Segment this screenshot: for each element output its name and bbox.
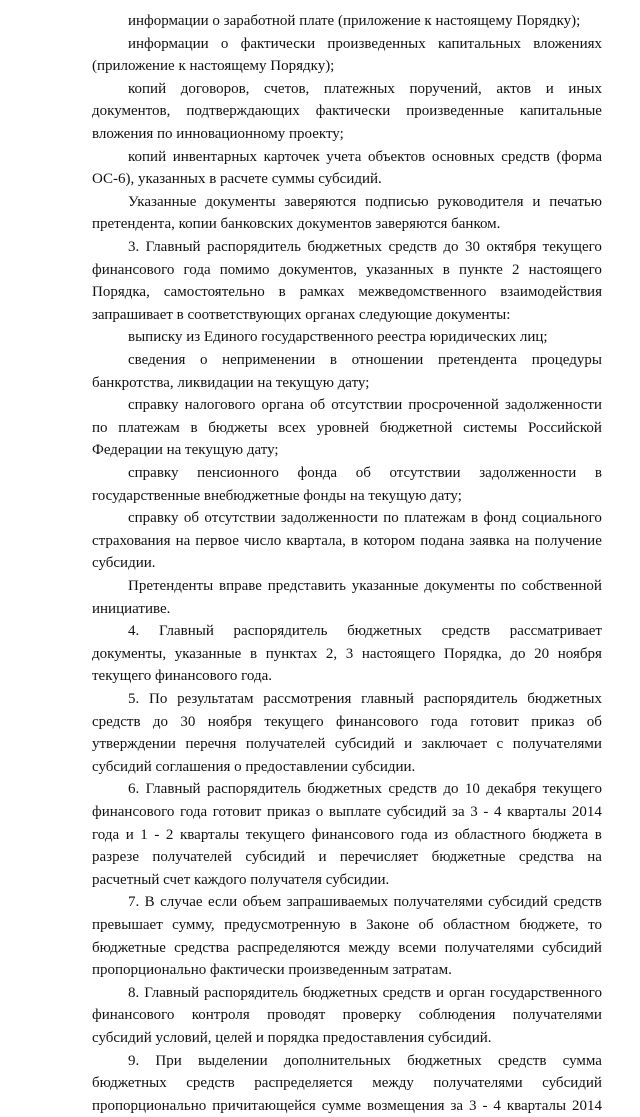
text-line: информации о фактически произведенных капитальных вложениях xyxy=(128,35,602,52)
text-line: финансового года помимо документов, указанных в пункте 2 настоящего xyxy=(92,261,602,278)
text-line: справку об отсутствии задолженности по платежам в фонд социального xyxy=(128,510,602,527)
text-line: финансового года готовит приказ о выплате субсидий за 3 - 4 кварталы 2014 xyxy=(92,803,602,820)
text-line: пропорционально фактически произведенным затратам. xyxy=(92,962,452,979)
text-line: бюджетных средств распределяется между получателями субсидий xyxy=(92,1075,602,1092)
text-line: пропорционально причитающейся сумме возмещения за 3 - 4 кварталы 2014 xyxy=(92,1097,602,1114)
text-line: разрезе получателей субсидий и перечисляет бюджетные средства на xyxy=(92,849,602,866)
paragraph xyxy=(92,236,602,326)
paragraph xyxy=(92,462,602,507)
paragraph xyxy=(92,1050,602,1117)
text-line: копий инвентарных карточек учета объектов основных средств (форма xyxy=(128,148,602,165)
text-line: 8. Главный распорядитель бюджетных средств и орган государственного xyxy=(128,984,602,1001)
text-line: претендента, копии банковских документов заверяются банком. xyxy=(92,216,501,233)
paragraph xyxy=(92,349,602,394)
text-line: 6. Главный распорядитель бюджетных средств до 10 декабря текущего xyxy=(128,781,602,798)
paragraph xyxy=(92,982,602,1050)
text-line: Порядка, самостоятельно в рамках межведомственного взаимодействия xyxy=(92,284,602,301)
text-line: текущего финансового года. xyxy=(92,668,273,685)
text-line: копий договоров, счетов, платежных поручений, актов и иных xyxy=(128,80,602,97)
text-line: финансового контроля проводят проверку соблюдения получателями xyxy=(92,1007,602,1024)
text-line: Указанные документы заверяются подписью руководителя и печатью xyxy=(128,193,602,210)
text-line: 4. Главный распорядитель бюджетных средств рассматривает xyxy=(128,623,602,640)
paragraph xyxy=(92,78,602,146)
text-line: ОС-6), указанных в расчете суммы субсидий. xyxy=(92,171,382,188)
text-line: справку пенсионного фонда об отсутствии задолженности в xyxy=(128,465,602,481)
text-line: документы, указанные в пунктах 2, 3 настоящего Порядка, до 20 ноября xyxy=(92,645,602,662)
text-line: Претенденты вправе представить указанные документы по собственной xyxy=(128,578,602,594)
paragraph xyxy=(92,620,602,688)
text-line: вложения по инновационному проекту; xyxy=(92,125,344,142)
text-line: превышает сумму, предусмотренную в Законе об областном бюджете, то xyxy=(92,916,602,933)
text-line: инициативе. xyxy=(92,600,171,617)
paragraph xyxy=(92,33,602,78)
text-line: банкротства, ликвидации на текущую дату; xyxy=(92,374,370,391)
text-line: субсидий соглашения о предоставлении субсидии. xyxy=(92,758,416,775)
paragraph xyxy=(92,507,602,575)
text-line: 9. При выделении дополнительных бюджетных средств сумма xyxy=(128,1052,602,1069)
paragraph xyxy=(92,575,602,620)
paragraph xyxy=(92,778,602,891)
text-line: справку налогового органа об отсутствии просроченной задолженности xyxy=(128,397,602,414)
text-line: субсидий условий, целей и порядка предоставления субсидий. xyxy=(92,1029,492,1046)
text-line: по платежам в бюджеты всех уровней бюджетной системы Российской xyxy=(92,419,602,436)
text-line: выписку из Единого государственного реестра юридических лиц; xyxy=(128,329,548,346)
text-line: Федерации на текущую дату; xyxy=(92,442,279,459)
text-line: информации о заработной плате (приложение к настоящему Порядку); xyxy=(128,13,581,29)
paragraph xyxy=(92,191,602,236)
paragraph xyxy=(92,10,602,33)
text-line: бюджетные средства распределяются между всеми получателями субсидий xyxy=(92,939,602,956)
text-line: сведения о неприменении в отношении претендента процедуры xyxy=(128,352,602,368)
text-line: расчетный счет каждого получателя субсидии. xyxy=(92,871,390,888)
text-line: субсидии. xyxy=(92,555,156,572)
text-line: 5. По результатам рассмотрения главный распорядитель бюджетных xyxy=(128,691,602,707)
text-line: 7. В случае если объем запрашиваемых получателями субсидий средств xyxy=(128,894,602,911)
text-line: страхования на первое число квартала, в котором подана заявка на получение xyxy=(92,532,602,549)
text-line: государственные внебюджетные фонды на текущую дату; xyxy=(92,487,462,504)
paragraph xyxy=(92,394,602,462)
text-line: утверждении перечня получателей субсидий и заключает с получателями xyxy=(92,736,602,753)
text-line: (приложение к настоящему Порядку); xyxy=(92,58,335,75)
paragraph xyxy=(92,146,602,191)
text-line: года и 1 - 2 кварталы текущего финансового года из областного бюджета в xyxy=(92,826,602,843)
paragraph xyxy=(92,688,602,778)
paragraph xyxy=(92,326,602,349)
text-line: запрашивает в соответствующих органах следующие документы: xyxy=(92,306,511,323)
text-line: документов, подтверждающих фактически произведенные капитальные xyxy=(92,103,602,120)
text-line: средств до 30 ноября текущего финансового года готовит приказ об xyxy=(92,713,602,730)
text-line: 3. Главный распорядитель бюджетных средств до 30 октября текущего xyxy=(128,239,602,255)
